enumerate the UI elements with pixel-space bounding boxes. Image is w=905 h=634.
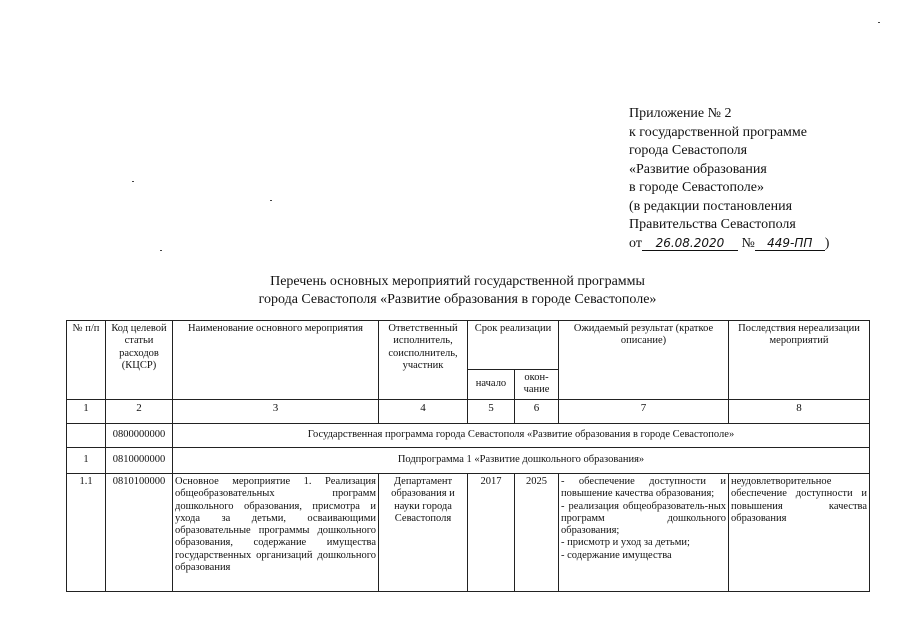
measure-name: Основное мероприятие 1. Реализация общеобразовательных программ дошкольного образования, присмотра и ухода за детьми, осваивающими образовательные программы дошкольного образования, содержание имущества государственных организаций дошкольного образования: [173, 474, 379, 592]
subprogram-code: 0810000000: [106, 448, 173, 474]
measure-start: 2017: [468, 474, 515, 592]
number-label: №: [741, 235, 755, 251]
measure-row: [67, 474, 870, 592]
header-term: Срок реализации: [468, 321, 559, 370]
measure-executor: Департамент образования и науки города Севастополя: [379, 474, 468, 592]
appendix-line: Правительства Севастополя: [629, 217, 796, 232]
result-item: - присмотр и уход за детьми;: [561, 537, 690, 549]
header-row: [67, 321, 870, 370]
subprogram-num: 1: [67, 448, 106, 474]
header-num: № п/п: [67, 321, 106, 400]
close-paren: ): [824, 235, 830, 251]
column-number: 1: [67, 400, 106, 424]
scan-speck: [132, 181, 134, 182]
program-code: 0800000000: [106, 424, 173, 448]
appendix-date-line: [629, 235, 829, 254]
result-item: - обеспечение доступности и повышение качества образования;: [561, 476, 727, 500]
subprogram-row: [67, 448, 870, 474]
measure-result: [559, 474, 729, 592]
scan-speck: [160, 250, 162, 251]
appendix-line: к государственной программе: [629, 124, 807, 140]
appendix-line: Приложение № 2: [629, 106, 732, 121]
header-end: окон-чание: [515, 370, 559, 400]
column-number: 2: [106, 400, 173, 424]
document-title: [180, 273, 735, 309]
measure-consequences: неудовлетворительное обеспечение доступности и повышения качества образования: [729, 474, 870, 592]
handwritten-date: 26.08.2020: [642, 236, 738, 251]
appendix-line: «Развитие образования: [629, 161, 767, 177]
appendix-line: в городе Севастополе»: [629, 180, 764, 195]
scan-speck: [270, 200, 272, 201]
column-number: 7: [559, 400, 729, 424]
column-number: 8: [729, 400, 870, 424]
result-item: - содержание имущества: [561, 549, 672, 561]
header-executor: Ответственный исполнитель, соисполнитель, участник: [379, 321, 468, 400]
measures-table: [66, 320, 870, 592]
result-item: - реализация общеобразователь-ных программ дошкольного образования;: [561, 500, 727, 537]
column-number: 4: [379, 400, 468, 424]
column-number: 5: [468, 400, 515, 424]
column-number: 3: [173, 400, 379, 424]
subprogram-title: Подпрограмма 1 «Развитие дошкольного образования»: [173, 448, 870, 474]
program-title: Государственная программа города Севастополя «Развитие образования в городе Севастополе»: [173, 424, 870, 448]
handwritten-number: 449-ПП: [755, 236, 825, 251]
from-label: от: [629, 235, 642, 251]
header-start: начало: [468, 370, 515, 400]
appendix-line: (в редакции постановления: [629, 198, 793, 214]
program-row: [67, 424, 870, 448]
appendix-header: [629, 105, 829, 253]
measure-end: 2025: [515, 474, 559, 592]
column-number: 6: [515, 400, 559, 424]
measure-num: 1.1: [67, 474, 106, 592]
header-name: Наименование основного мероприятия: [173, 321, 379, 400]
header-result: Ожидаемый результат (краткое описание): [559, 321, 729, 400]
program-num: [67, 424, 106, 448]
appendix-line: города Севастополя: [629, 143, 748, 158]
column-number-row: [67, 400, 870, 424]
measure-code: 0810100000: [106, 474, 173, 592]
title-line-1: Перечень основных мероприятий государственной программы: [270, 274, 645, 289]
header-code: Код целевой статьи расходов (КЦСР): [106, 321, 173, 400]
scan-speck: [878, 22, 880, 23]
header-consequences: Последствия нереализации мероприятий: [729, 321, 870, 400]
title-line-2: города Севастополя «Развитие образования в городе Севастополе»: [258, 292, 657, 307]
